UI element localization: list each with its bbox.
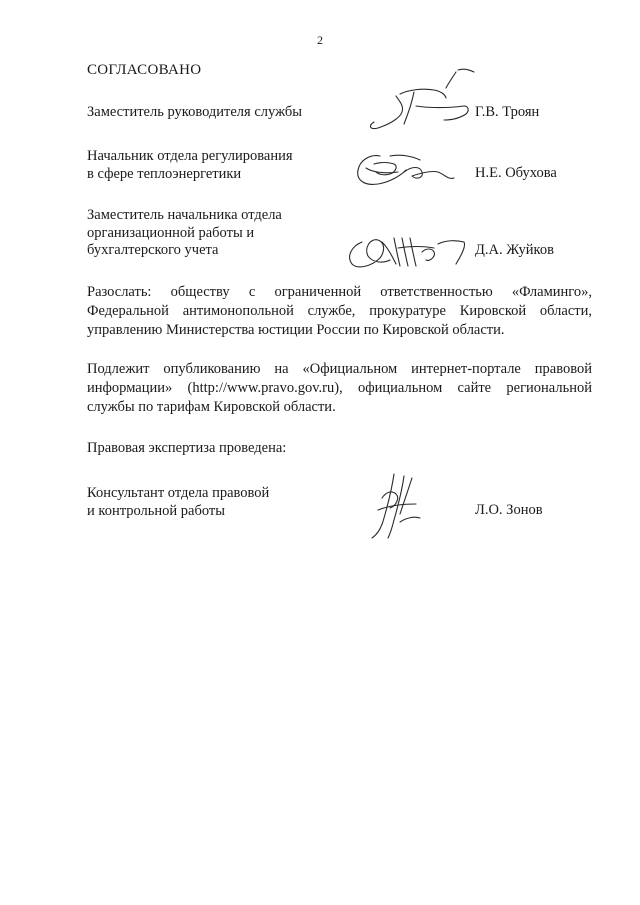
consultant-position: Консультант отдела правовой и контрольной работы: [87, 485, 270, 519]
signatory-position: Заместитель начальника отдела организационной работы и бухгалтерского учета: [87, 207, 282, 258]
page-number: 2: [317, 33, 323, 47]
signature-zonov: [360, 470, 430, 542]
signature-zhuikov: [338, 220, 478, 276]
consultant-name: Л.О. Зонов: [475, 502, 543, 518]
legal-review-note: Правовая экспертиза проведена:: [87, 440, 287, 456]
signatory-name: Н.Е. Обухова: [475, 165, 557, 181]
distribution-line: Разослать: обществу с ограниченной ответственностью «Фламинго»,: [87, 284, 592, 300]
publication-paragraph: [87, 360, 592, 417]
signatory-position: Заместитель руководителя службы: [87, 104, 303, 120]
publication-line: службы по тарифам Кировской области.: [87, 399, 336, 415]
signature-obukhova: [350, 142, 470, 194]
publication-line: информации» (http://www.pravo.gov.ru), официальном сайте региональной: [87, 380, 592, 396]
signature-troyan: [360, 62, 490, 142]
signatory-position: Начальник отдела регулирования в сфере теплоэнергетики: [87, 148, 293, 182]
signatory-name: Д.А. Жуйков: [475, 242, 554, 258]
distribution-line: Федеральной антимонопольной службе, прокуратуре Кировской области,: [87, 303, 592, 319]
distribution-line: управлению Министерства юстиции России по Кировской области.: [87, 322, 505, 338]
approval-heading: СОГЛАСОВАНО: [87, 62, 202, 78]
publication-line: Подлежит опубликованию на «Официальном интернет-портале правовой: [87, 361, 592, 377]
signatory-name: Г.В. Троян: [475, 104, 540, 120]
distribution-paragraph: [87, 283, 592, 340]
